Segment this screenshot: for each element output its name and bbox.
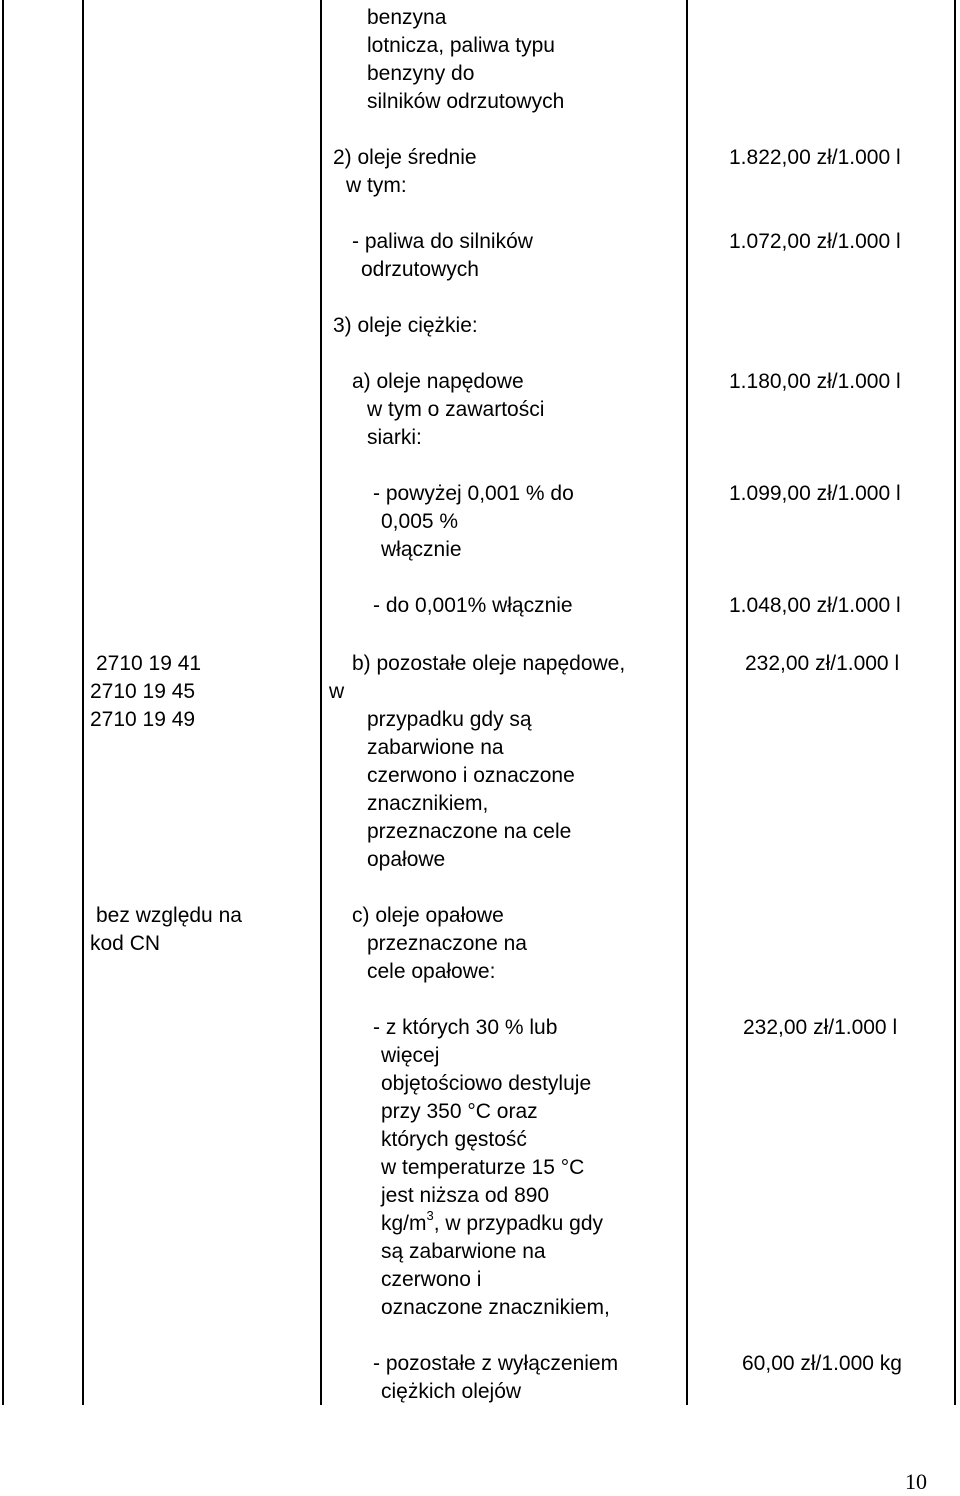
rate-other-diesel: 232,00 zł/1.000 l <box>745 652 900 675</box>
sulfur-above-line-1: - powyżej 0,001 % do <box>373 482 574 505</box>
other-diesel-line-5: znacznikiem, <box>367 792 489 815</box>
other-diesel-w: w <box>329 680 345 703</box>
jet-fuel-line-2: odrzutowych <box>361 258 479 281</box>
page-number: 10 <box>905 1469 927 1494</box>
other-diesel-line-6: przeznaczone na cele <box>367 820 572 843</box>
gasoline-line-1: benzyna <box>367 6 447 29</box>
heating-distill-line-5: których gęstość <box>381 1128 527 1151</box>
other-diesel-line-2: przypadku gdy są <box>367 708 532 731</box>
remaining-line-1: - pozostałe z wyłączeniem <box>373 1352 619 1375</box>
gasoline-line-4: silników odrzutowych <box>367 90 565 113</box>
heating-distill-line-6: w temperaturze 15 °C <box>381 1156 585 1179</box>
density-unit-rest: , w przypadku gdy <box>433 1212 604 1235</box>
heating-oils-line-3: cele opałowe: <box>367 960 496 983</box>
gasoline-line-2: lotnicza, paliwa typu <box>367 34 555 57</box>
rate-diesel: 1.180,00 zł/1.000 l <box>729 370 901 393</box>
heating-distill-line-1: - z których 30 % lub <box>373 1016 558 1039</box>
diesel-line-1: a) oleje napędowe <box>352 370 524 393</box>
rate-sulfur-upto: 1.048,00 zł/1.000 l <box>729 594 901 617</box>
column-divider-1 <box>82 0 84 1405</box>
other-diesel-line-1: b) pozostałe oleje napędowe, <box>352 652 626 675</box>
medium-oils-line-1: 2) oleje średnie <box>333 146 477 169</box>
heating-oils-line-2: przeznaczone na <box>367 932 527 955</box>
rate-jet-fuel: 1.072,00 zł/1.000 l <box>729 230 901 253</box>
rate-medium-oils: 1.822,00 zł/1.000 l <box>729 146 901 169</box>
rate-heating-distill: 232,00 zł/1.000 l <box>743 1016 898 1039</box>
rate-remaining: 60,00 zł/1.000 kg <box>742 1352 902 1375</box>
column-divider-3 <box>686 0 688 1405</box>
heavy-oils-heading: 3) oleje ciężkie: <box>333 314 478 337</box>
column-divider-2 <box>320 0 322 1405</box>
other-diesel-line-4: czerwono i oznaczone <box>367 764 575 787</box>
heating-oils-line-1: c) oleje opałowe <box>352 904 504 927</box>
heating-distill-line-4: przy 350 °C oraz <box>381 1100 538 1123</box>
heating-distill-line-8 <box>381 1210 603 1238</box>
regardless-of-cn-line-1: bez względu na <box>96 904 242 927</box>
diesel-line-2: w tym o zawartości <box>367 398 545 421</box>
jet-fuel-line-1: - paliwa do silników <box>352 230 533 253</box>
cn-code-2: 2710 19 45 <box>90 680 196 703</box>
sulfur-above-line-3: włącznie <box>381 538 462 561</box>
other-diesel-line-7: opałowe <box>367 848 446 871</box>
medium-oils-line-2: w tym: <box>346 174 407 197</box>
diesel-line-3: siarki: <box>367 426 422 449</box>
cn-code-3: 2710 19 49 <box>90 708 196 731</box>
cn-code-1: 2710 19 41 <box>96 652 202 675</box>
table-border-right <box>954 0 956 1405</box>
gasoline-line-3: benzyny do <box>367 62 475 85</box>
heating-distill-line-7: jest niższa od 890 <box>381 1184 550 1207</box>
heating-distill-line-3: objętościowo destyluje <box>381 1072 592 1095</box>
sulfur-above-line-2: 0,005 % <box>381 510 459 533</box>
sulfur-upto-line-1: - do 0,001% włącznie <box>373 594 573 617</box>
regardless-of-cn-line-2: kod CN <box>90 932 161 955</box>
other-diesel-line-3: zabarwione na <box>367 736 504 759</box>
heating-distill-line-11: oznaczone znacznikiem, <box>381 1296 610 1319</box>
remaining-line-2: ciężkich olejów <box>381 1380 522 1403</box>
heating-distill-line-9: są zabarwione na <box>381 1240 546 1263</box>
table-border-left <box>2 0 4 1405</box>
rate-sulfur-above: 1.099,00 zł/1.000 l <box>729 482 901 505</box>
heating-distill-line-2: więcej <box>381 1044 440 1067</box>
density-unit-exponent: 3 <box>426 1208 434 1223</box>
density-unit: kg/m <box>381 1212 427 1235</box>
heating-distill-line-10: czerwono i <box>381 1268 482 1291</box>
